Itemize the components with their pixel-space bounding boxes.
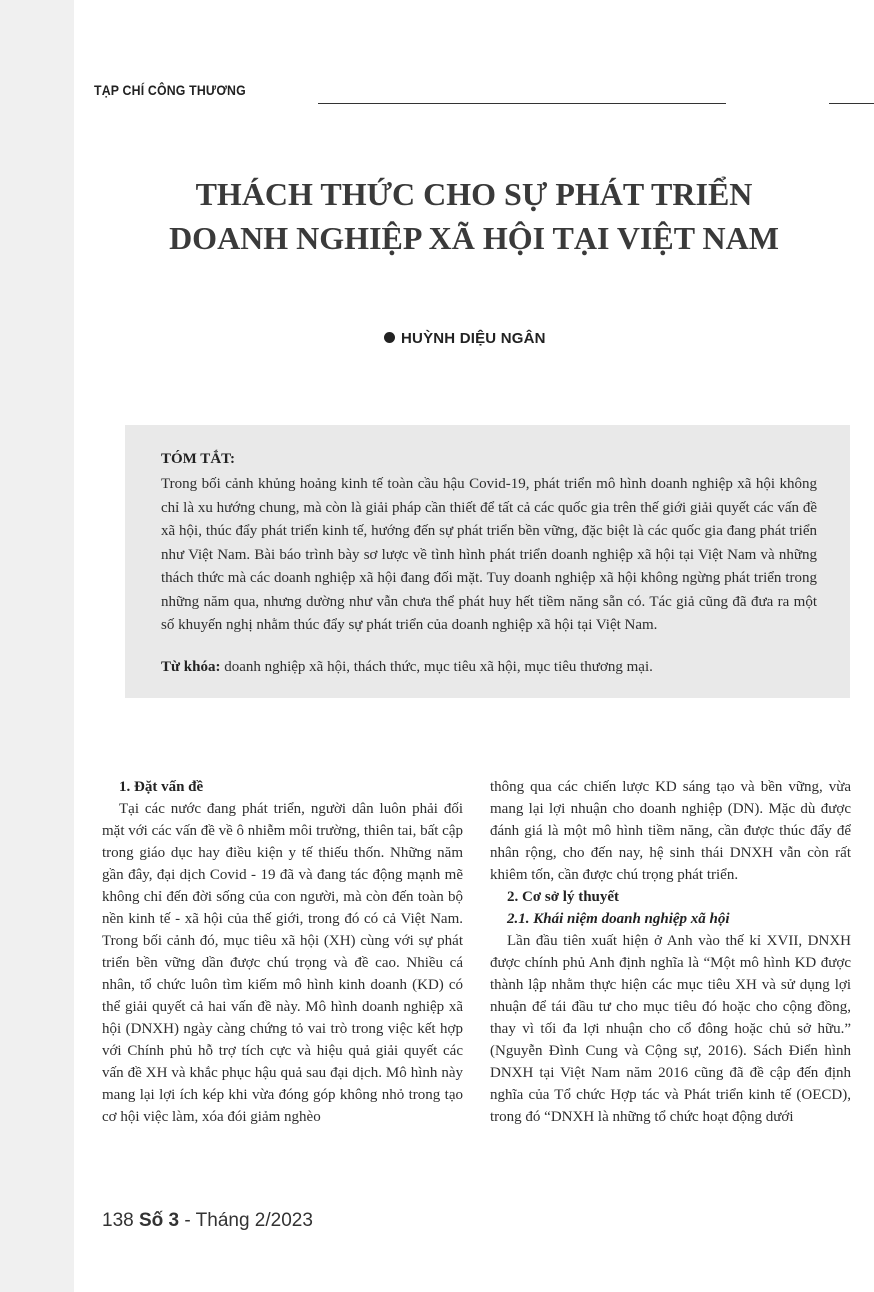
issue-date: - Tháng 2/2023	[179, 1210, 313, 1231]
author-name: HUỲNH DIỆU NGÂN	[401, 330, 546, 347]
paragraph: Tại các nước đang phát triển, người dân luôn phải đối mặt với các vấn đề về ô nhiễm môi trường, thiên tai, bất cập trong giáo dục hay điều kiện y tế thiếu thốn. Những năm gần đây, đại dịch Covid - 19 đã và đang tác động mạnh mẽ không chỉ đến đời sống của con người, mà còn đến toàn bộ nền kinh tế - xã hội của thế giới, trong đó có cả Việt Nam. Trong bối cảnh đó, mục tiêu xã hội (XH) cùng với sự phát triển bền vững dần được chú trọng và đề cao. Nhiều cá nhân, tổ chức luôn tìm kiếm mô hình kinh doanh (KD) có thể giải quyết cả hai vấn đề này. Mô hình doanh nghiệp xã hội (DNXH) ngày càng chứng tỏ vai trò trong việc kết hợp với Chính phủ hỗ trợ tích cực và hiệu quả giải quyết các vấn đề XH và khắc phục hậu quả sau đại dịch. Mô hình này mang lại lợi ích kép khi vừa đóng góp không nhỏ trong tạo cơ hội việc làm, xóa đói giảm nghèo	[102, 801, 463, 1125]
keywords-label: Từ khóa:	[161, 659, 221, 675]
page-margin-strip	[0, 0, 74, 1292]
subsection-heading: 2.1. Khái niệm doanh nghiệp xã hội	[507, 911, 730, 927]
title-line-2: DOANH NGHIỆP XÃ HỘI TẠI VIỆT NAM	[169, 220, 779, 256]
abstract-body: Trong bối cảnh khủng hoảng kinh tế toàn cầu hậu Covid-19, phát triển mô hình doanh nghiệp xã hội không chỉ là xu hướng chung, mà còn là giải pháp cần thiết để tất cả các quốc gia trên thế giới giải quyết các vấn đề xã hội, thúc đẩy phát triển kinh tế, hướng đến sự phát triển bền vững, đặc biệt là các quốc gia đang phát triển như Việt Nam. Bài báo trình bày sơ lược về tình hình phát triển doanh nghiệp xã hội tại Việt Nam và những thách thức mà các doanh nghiệp xã hội đang đối mặt. Tuy doanh nghiệp xã hội không ngừng phát triển trong những năm qua, nhưng dường như vẫn chưa thể phát huy hết tiềm năng sẵn có. Tác giả cũng đã đưa ra một số khuyến nghị nhằm thúc đẩy sự phát triển của doanh nghiệp xã hội tại Việt Nam.	[161, 476, 817, 633]
page-number: 138	[102, 1210, 139, 1231]
page-footer	[102, 1210, 313, 1232]
abstract-box	[125, 425, 850, 698]
column-left	[102, 776, 463, 1128]
header-rule	[318, 103, 726, 104]
abstract-keywords	[161, 659, 821, 676]
paragraph: Lần đầu tiên xuất hiện ở Anh vào thế kỉ XVII, DNXH được chính phủ Anh định nghĩa là “Một mô hình KD được thành lập nhằm thực hiện các mục tiêu XH và sử dụng lợi nhuận để tái đầu tư cho mục tiêu đó hoặc cho cộng đồng, thay vì tối đa lợi nhuận cho cổ đông hoặc chủ sở hữu.” (Nguyễn Đình Cung và Cộng sự, 2016). Sách Điển hình DNXH tại Việt Nam năm 2016 cũng đã đề cập đến định nghĩa của Tổ chức Hợp tác và Phát triển kinh tế (OECD), trong đó “DNXH là những tổ chức hoạt động dưới	[490, 933, 851, 1125]
author-byline	[384, 330, 546, 347]
header-rule-right	[829, 103, 874, 104]
issue-number: Số 3	[138, 1210, 180, 1231]
keywords-text: doanh nghiệp xã hội, thách thức, mục tiêu xã hội, mục tiêu thương mại.	[220, 659, 653, 675]
article-title	[74, 172, 874, 260]
paragraph: thông qua các chiến lược KD sáng tạo và bền vững, vừa mang lại lợi nhuận cho doanh nghiệp (DN). Mặc dù được đánh giá là một mô hình tiềm năng, cần được thúc đẩy để nhân rộng, cho đến nay, hệ sinh thái DNXH vẫn còn rất khiêm tốn, cần được chú trọng phát triển.	[490, 779, 851, 883]
bullet-icon	[384, 332, 395, 343]
section-heading: 2. Cơ sở lý thuyết	[507, 889, 620, 905]
title-line-1: THÁCH THỨC CHO SỰ PHÁT TRIỂN	[195, 176, 753, 212]
section-heading: 1. Đặt vấn đề	[119, 779, 204, 795]
journal-header: TẠP CHÍ CÔNG THƯƠNG	[94, 82, 246, 98]
abstract-heading: TÓM TẮT:	[161, 451, 236, 467]
column-right	[490, 776, 851, 1128]
